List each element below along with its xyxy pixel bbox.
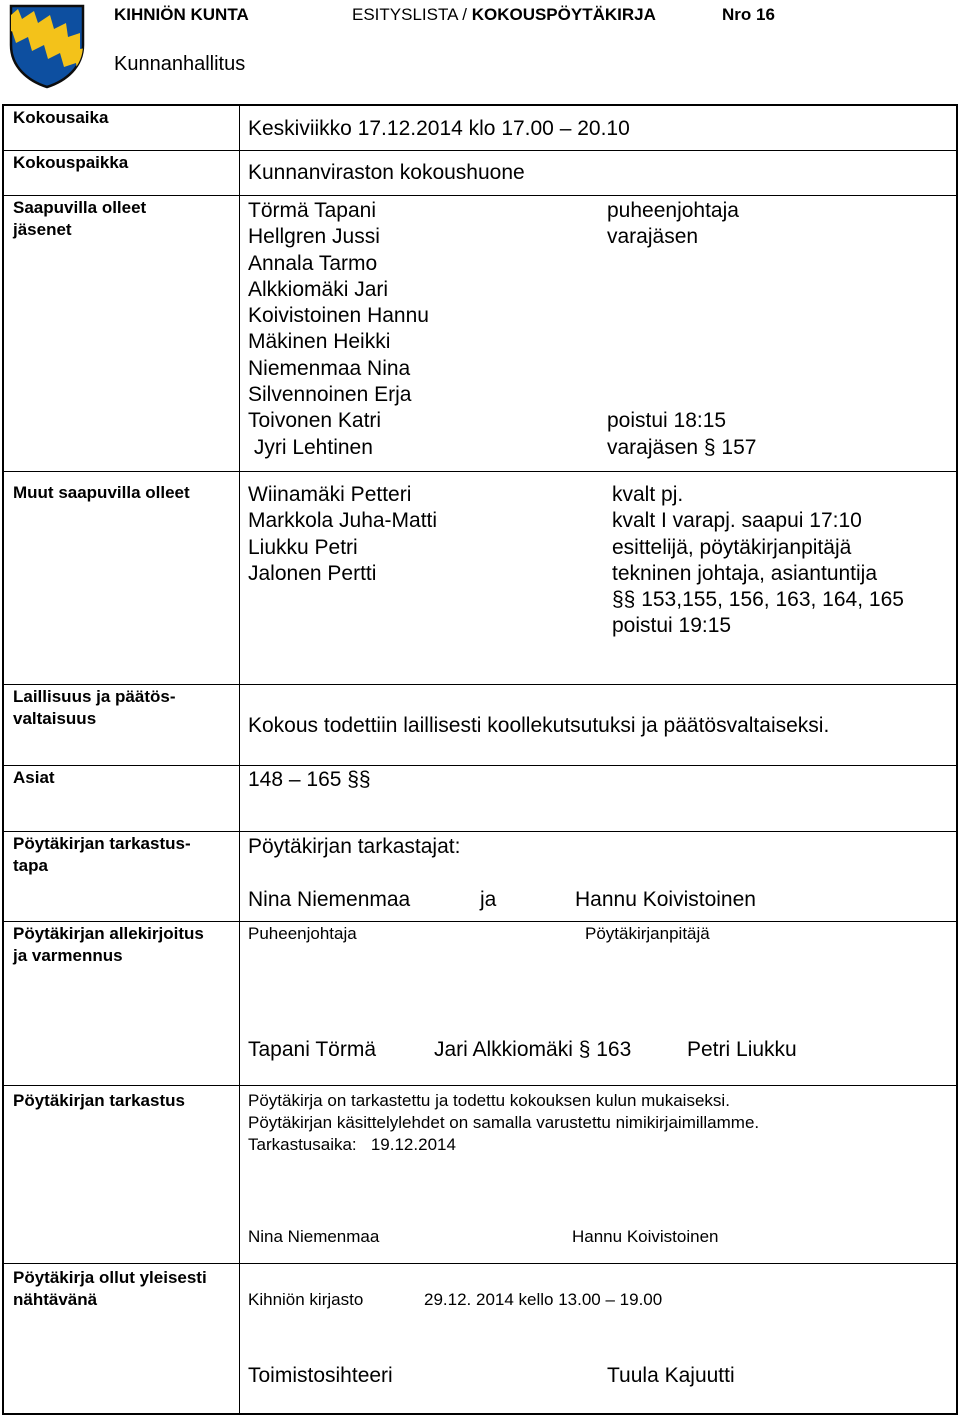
- public-signer-name: Tuula Kajuutti: [607, 1364, 735, 1387]
- member-name: Toivonen Katri: [248, 409, 382, 433]
- other-name: Jalonen Pertti: [248, 561, 377, 585]
- member-role: varajäsen § 157: [607, 435, 757, 459]
- meeting-time: Keskiviikko 17.12.2014 klo 17.00 – 20.10: [248, 117, 630, 140]
- reviewers-conjunction: ja: [480, 888, 497, 911]
- document-type: [352, 5, 656, 25]
- document-type-main: KOKOUSPÖYTÄKIRJA: [471, 5, 656, 24]
- review-date-value: 19.12.2014: [370, 1135, 456, 1154]
- signer-secretary: Jari Alkkiomäki § 163: [434, 1038, 632, 1061]
- member-name: Annala Tarmo: [248, 251, 378, 275]
- member-role: poistui 18:15: [607, 409, 727, 433]
- row-divider: [4, 471, 956, 472]
- label-legality-line2: valtaisuus: [13, 709, 97, 728]
- organization-name: KIHNIÖN KUNTA: [114, 5, 249, 24]
- public-display-time: 29.12. 2014 kello 13.00 – 19.00: [424, 1290, 663, 1309]
- member-name: Niemenmaa Nina: [248, 356, 411, 380]
- minutes-table: [2, 104, 958, 1415]
- member-role: varajäsen: [607, 225, 699, 249]
- label-members-present-line1: Saapuvilla olleet: [13, 198, 147, 217]
- label-review-method-line2: tapa: [13, 856, 48, 875]
- other-role: kvalt pj.: [612, 483, 684, 506]
- member-name: Silvennoinen Erja: [248, 383, 412, 407]
- row-divider: [4, 831, 956, 832]
- other-role: kvalt I varapj. saapui 17:10: [612, 509, 862, 533]
- label-signature-line2: ja varmennus: [13, 946, 123, 965]
- label-signature-line1: Pöytäkirjan allekirjoitus: [13, 924, 204, 943]
- member-role: [607, 277, 756, 303]
- member-role: [607, 356, 756, 382]
- signer-chair: Tapani Törmä: [248, 1038, 377, 1061]
- reviewers-heading: Pöytäkirjan tarkastajat:: [248, 835, 461, 858]
- row-divider: [4, 765, 956, 766]
- column-divider: [239, 106, 240, 1413]
- document-number: Nro 16: [722, 5, 775, 24]
- member-role: puheenjohtaja: [607, 199, 739, 222]
- review-signer-two: Hannu Koivistoinen: [572, 1227, 719, 1246]
- board-name: Kunnanhallitus: [114, 53, 246, 75]
- signer-secretary-second: Petri Liukku: [687, 1038, 797, 1061]
- review-date-label: Tarkastusaika:: [248, 1135, 357, 1154]
- member-name: Jyri Lehtinen: [248, 435, 373, 459]
- label-members-present-line2: jäsenet: [13, 220, 72, 239]
- label-signature: [13, 923, 204, 967]
- member-name: Koivistoinen Hannu: [248, 304, 429, 328]
- member-name: Törmä Tapani: [248, 199, 377, 222]
- row-divider: [4, 1263, 956, 1264]
- legality-statement: Kokous todettiin laillisesti koollekutsutuksi ja päätösvaltaiseksi.: [248, 714, 830, 737]
- label-public-display-line1: Pöytäkirja ollut yleisesti: [13, 1268, 207, 1287]
- other-name: Liukku Petri: [248, 535, 358, 559]
- member-roles-list: [607, 198, 756, 461]
- member-role: [607, 303, 756, 329]
- label-public-display-line2: nähtävänä: [13, 1290, 98, 1309]
- label-public-display: [13, 1267, 207, 1311]
- other-role: §§ 153,155, 156, 163, 164, 165: [612, 588, 904, 612]
- row-divider: [4, 150, 956, 151]
- other-name: Wiinamäki Petteri: [248, 483, 412, 506]
- label-meeting-place: Kokouspaikka: [13, 153, 129, 172]
- other-roles-list: [612, 482, 904, 640]
- label-review-method-line1: Pöytäkirjan tarkastus-: [13, 834, 191, 853]
- role-secretary: Pöytäkirjanpitäjä: [585, 924, 710, 943]
- label-legality: [13, 686, 176, 730]
- review-statement-line2: Pöytäkirjan käsittelylehdet on samalla varustettu nimikirjaimillamme.: [248, 1113, 760, 1132]
- other-role: poistui 19:15: [612, 614, 732, 638]
- label-members-present: [13, 197, 146, 241]
- member-name: Mäkinen Heikki: [248, 330, 391, 354]
- member-role: [607, 251, 756, 277]
- row-divider: [4, 921, 956, 922]
- municipality-crest-logo: [8, 3, 86, 89]
- member-name: Alkkiomäki Jari: [248, 277, 389, 301]
- label-legality-line1: Laillisuus ja päätös-: [13, 687, 176, 706]
- public-display-place: Kihniön kirjasto: [248, 1290, 364, 1309]
- other-role: tekninen johtaja, asiantuntija: [612, 561, 878, 585]
- meeting-place: Kunnanviraston kokoushuone: [248, 161, 525, 184]
- matters-range: 148 – 165 §§: [248, 768, 371, 791]
- label-others-present: Muut saapuvilla olleet: [13, 483, 190, 502]
- label-matters: Asiat: [13, 768, 55, 787]
- row-divider: [4, 684, 956, 685]
- role-chair: Puheenjohtaja: [248, 924, 357, 943]
- review-date: [248, 1134, 456, 1156]
- review-statement-line1: Pöytäkirja on tarkastettu ja todettu kokouksen kulun mukaiseksi.: [248, 1091, 730, 1110]
- label-review-method: [13, 833, 191, 877]
- member-role: [607, 329, 756, 355]
- reviewer-two: Hannu Koivistoinen: [575, 888, 756, 911]
- review-signer-one: Nina Niemenmaa: [248, 1227, 380, 1246]
- row-divider: [4, 195, 956, 196]
- label-meeting-time: Kokousaika: [13, 108, 109, 127]
- label-review: Pöytäkirjan tarkastus: [13, 1091, 185, 1110]
- member-role: [607, 382, 756, 408]
- document-type-prefix: ESITYSLISTA /: [352, 5, 472, 24]
- member-names-list: [248, 198, 429, 461]
- member-name: Hellgren Jussi: [248, 225, 380, 249]
- other-role: esittelijä, pöytäkirjanpitäjä: [612, 535, 852, 559]
- row-divider: [4, 1085, 956, 1086]
- other-name: Markkola Juha-Matti: [248, 509, 438, 533]
- other-names-list: [248, 482, 437, 587]
- reviewer-one: Nina Niemenmaa: [248, 888, 411, 911]
- public-signer-title: Toimistosihteeri: [248, 1364, 393, 1387]
